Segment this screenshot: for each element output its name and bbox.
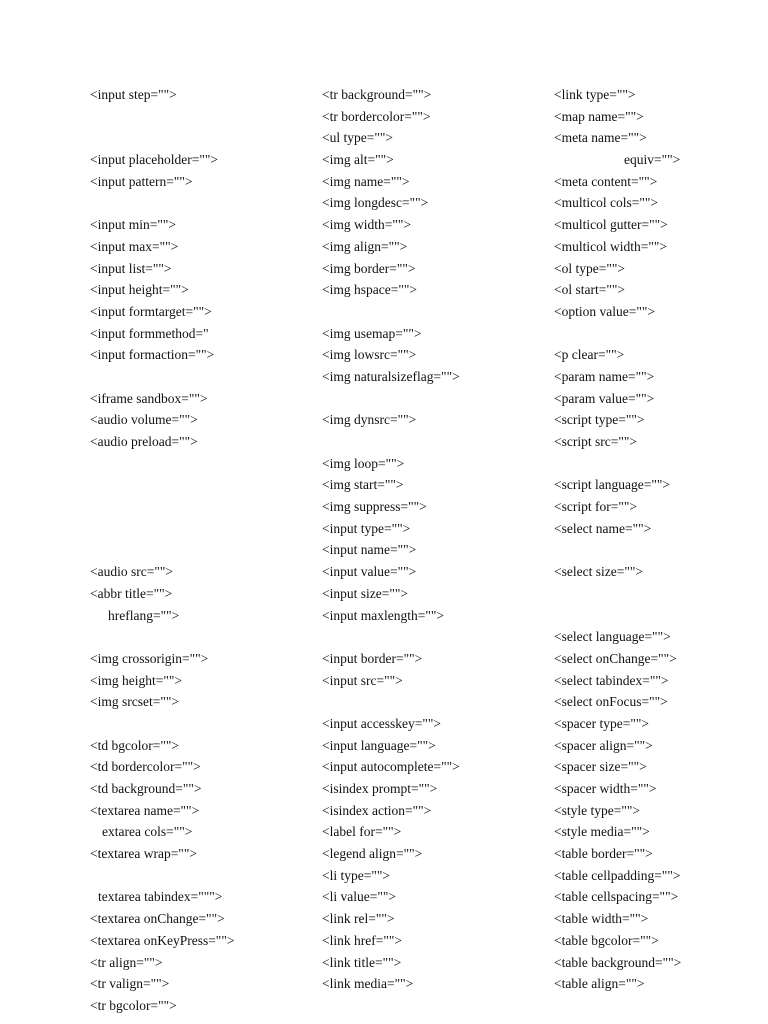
tag-line: <td bgcolor=""> <box>90 737 179 753</box>
blank-line <box>554 539 768 561</box>
blank-line <box>90 865 320 887</box>
tag-line: <table cellpadding=""> <box>554 867 681 883</box>
tag-line: <input height=""> <box>90 282 189 298</box>
tag-line: <textarea onKeyPress=""> <box>90 932 235 948</box>
tag-line: <tr background=""> <box>322 87 432 102</box>
tag-line: <img start=""> <box>322 477 404 493</box>
tag-line: <ul type=""> <box>322 130 393 146</box>
blank-line <box>90 518 320 540</box>
tag-line: <img width=""> <box>322 217 411 233</box>
tag-line: <textarea name=""> <box>90 802 200 818</box>
tag-line: <input max=""> <box>90 238 179 254</box>
tag-line: <spacer size=""> <box>554 759 647 775</box>
tag-line: <script for=""> <box>554 499 637 515</box>
tag-line: <script src=""> <box>554 434 637 449</box>
tag-line: <multicol cols=""> <box>554 195 658 211</box>
tag-line: <link href=""> <box>322 932 402 948</box>
blank-line <box>322 626 552 648</box>
blank-line <box>90 106 320 128</box>
tag-line: <input size=""> <box>322 585 408 601</box>
tag-line: <isindex action=""> <box>322 802 432 818</box>
blank-line <box>90 453 320 475</box>
tag-line: <abbr title=""> <box>90 585 173 601</box>
tag-line: <img border=""> <box>322 260 416 276</box>
blank-line <box>322 301 552 323</box>
tag-line: <table border=""> <box>554 846 653 862</box>
tag-line: <multicol width=""> <box>554 238 667 254</box>
tag-line: <label for=""> <box>322 824 402 840</box>
tag-line: <param value=""> <box>554 390 655 406</box>
blank-line <box>322 431 552 453</box>
blank-line <box>554 453 768 475</box>
tag-line: <script language=""> <box>554 477 670 493</box>
tag-line: <img crossorigin=""> <box>90 650 209 666</box>
tag-line: <multicol gutter=""> <box>554 217 668 233</box>
tag-line: <link type=""> <box>554 87 636 102</box>
tag-line: <table cellspacing=""> <box>554 889 679 905</box>
tag-line: <input list=""> <box>90 260 172 276</box>
tag-line: <link media=""> <box>322 976 414 992</box>
tag-line: <img alt=""> <box>322 152 394 168</box>
blank-line <box>90 713 320 735</box>
tag-line: <table bgcolor=""> <box>554 932 659 948</box>
blank-line <box>554 323 768 345</box>
tag-line: <tr bgcolor=""> <box>90 997 177 1013</box>
tag-line: <img naturalsizeflag=""> <box>322 368 460 384</box>
blank-line <box>322 388 552 410</box>
column-3 <box>554 84 768 995</box>
tag-line: <input placeholder=""> <box>90 152 218 168</box>
tag-line: <td bordercolor=""> <box>90 759 201 775</box>
tag-line: <textarea onChange=""> <box>90 911 225 927</box>
column-2 <box>322 84 552 995</box>
tag-line: <option value=""> <box>554 303 655 319</box>
tag-line: <img lowsrc=""> <box>322 347 417 363</box>
blank-line <box>90 366 320 388</box>
tag-line: <img height=""> <box>90 672 182 688</box>
tag-line: <img align=""> <box>322 238 408 254</box>
tag-line: <style media=""> <box>554 824 650 840</box>
tag-line: <li type=""> <box>322 867 390 883</box>
tag-line: <map name=""> <box>554 108 644 124</box>
tag-line: <ol type=""> <box>554 260 625 276</box>
tag-line: <img usemap=""> <box>322 325 422 341</box>
tag-line: <link rel=""> <box>322 911 395 927</box>
tag-line: hreflang=""> <box>108 607 180 623</box>
tag-line: <tr valign=""> <box>90 976 170 992</box>
tag-line: <script type=""> <box>554 412 645 428</box>
tag-line: <li value=""> <box>322 889 396 905</box>
tag-line: <input name=""> <box>322 542 417 558</box>
tag-line: <select name=""> <box>554 520 652 536</box>
tag-line: <td background=""> <box>90 781 202 796</box>
tag-line: <textarea wrap=""> <box>90 846 197 862</box>
tag-line: <input maxlength=""> <box>322 607 444 623</box>
tag-line: <meta content=""> <box>554 173 658 189</box>
tag-line: <select language=""> <box>554 629 671 645</box>
tag-line: <style type=""> <box>554 802 640 818</box>
tag-line: <table align=""> <box>554 976 645 992</box>
tag-line: <p clear=""> <box>554 347 625 363</box>
tag-line: <table background=""> <box>554 954 682 970</box>
tag-line: <img srcset=""> <box>90 694 179 710</box>
tag-line: <img longdesc=""> <box>322 195 429 211</box>
tag-line: <img name=""> <box>322 173 410 189</box>
blank-line <box>90 127 320 149</box>
tag-line: <img loop=""> <box>322 455 405 471</box>
tag-line: <spacer align=""> <box>554 737 653 753</box>
tag-line: <input step=""> <box>90 87 177 102</box>
blank-line <box>90 539 320 561</box>
tag-line: <audio src=""> <box>90 564 173 580</box>
tag-line: <img hspace=""> <box>322 282 417 298</box>
blank-line <box>90 192 320 214</box>
tag-line: <input min=""> <box>90 217 176 233</box>
blank-line <box>554 583 768 605</box>
tag-line: textarea tabindex="""> <box>98 889 223 905</box>
tag-line: <input src=""> <box>322 672 403 688</box>
tag-line: <param name=""> <box>554 368 655 384</box>
tag-line: <input formmethod=" <box>90 325 209 341</box>
tag-line: <select onChange=""> <box>554 650 677 666</box>
tag-line: <img suppress=""> <box>322 499 427 515</box>
tag-line: <select onFocus=""> <box>554 694 668 710</box>
tag-line: <legend align=""> <box>322 846 423 862</box>
tag-line: equiv=""> <box>624 152 681 168</box>
blank-line <box>90 496 320 518</box>
tag-line: <input value=""> <box>322 564 417 580</box>
tag-line: <link title=""> <box>322 954 402 970</box>
tag-line: <spacer width=""> <box>554 781 657 796</box>
blank-line <box>90 474 320 496</box>
tag-line: <meta name=""> <box>554 130 647 146</box>
tag-line: <audio volume=""> <box>90 412 198 428</box>
blank-line <box>90 626 320 648</box>
tag-line: extarea cols=""> <box>102 824 193 840</box>
blank-line <box>554 605 768 627</box>
tag-line: <ol start=""> <box>554 282 625 298</box>
tag-line: <isindex prompt=""> <box>322 781 438 796</box>
tag-line: <input formaction=""> <box>90 347 215 363</box>
tag-line: <input language=""> <box>322 737 436 753</box>
tag-line: <select tabindex=""> <box>554 672 669 688</box>
tag-line: <select size=""> <box>554 564 643 580</box>
tag-line: <iframe sandbox=""> <box>90 390 208 406</box>
tag-line: <input accesskey=""> <box>322 715 441 731</box>
tag-line: <input pattern=""> <box>90 173 193 189</box>
column-1 <box>90 84 320 1017</box>
tag-line: <spacer type=""> <box>554 715 649 731</box>
blank-line <box>322 691 552 713</box>
tag-line: <tr bordercolor=""> <box>322 108 431 124</box>
tag-line: <input autocomplete=""> <box>322 759 460 775</box>
tag-line: <table width=""> <box>554 911 649 927</box>
tag-line: <audio preload=""> <box>90 434 198 449</box>
tag-line: <tr align=""> <box>90 954 163 970</box>
tag-line: <input formtarget=""> <box>90 303 212 319</box>
tag-line: <input type=""> <box>322 520 411 536</box>
tag-line: <input border=""> <box>322 650 423 666</box>
tag-line: <img dynsrc=""> <box>322 412 417 428</box>
